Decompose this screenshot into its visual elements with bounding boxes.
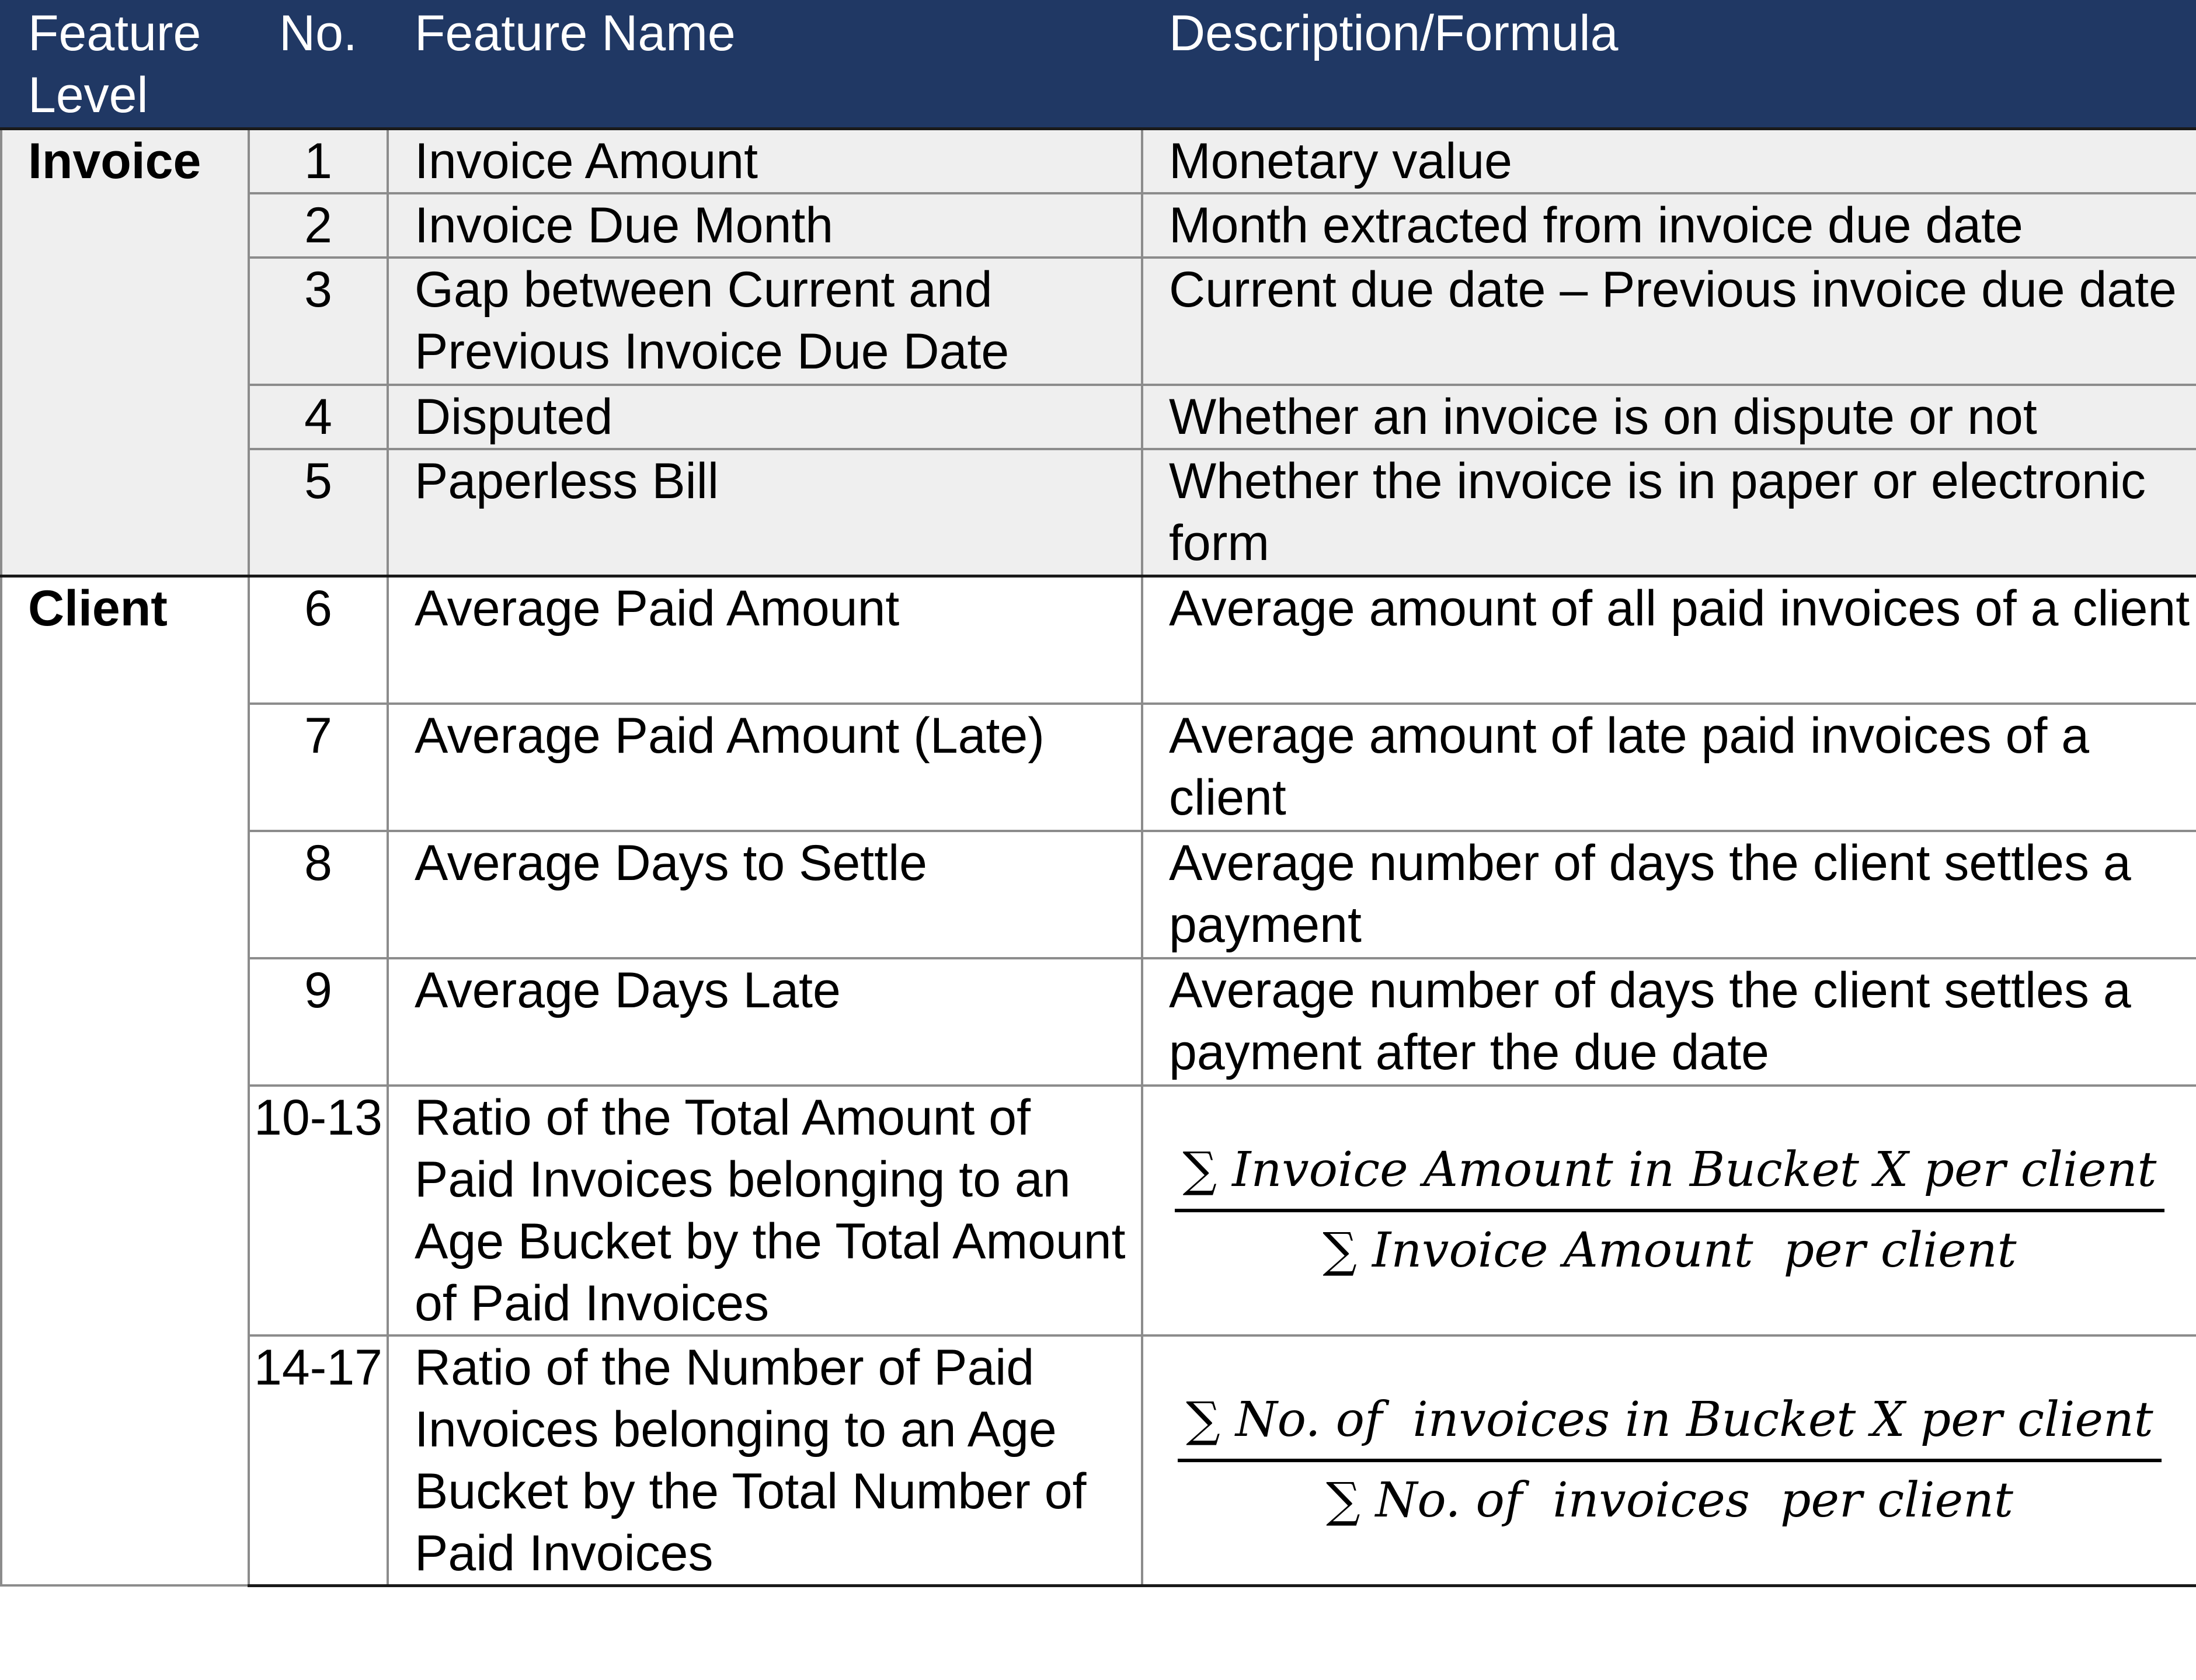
feature-description: Average amount of late paid invoices of a client — [1142, 704, 2196, 831]
table-row — [1, 958, 2196, 1086]
formula-cell — [1142, 1086, 2196, 1335]
feature-name: Average Paid Amount — [388, 576, 1142, 704]
formula-numerator: ∑ Invoice Amount in Bucket X per client — [1182, 1142, 2157, 1198]
header-description: Description/Formula — [1142, 1, 2196, 128]
row-number: 14-17 — [249, 1335, 388, 1586]
feature-name: Average Days to Settle — [388, 831, 1142, 958]
table-row — [1, 831, 2196, 958]
table-row — [1, 385, 2196, 449]
feature-description: Current due date – Previous invoice due date — [1142, 258, 2196, 385]
row-number: 4 — [249, 385, 388, 449]
fraction — [1175, 1138, 2165, 1284]
header-feature-level: Feature Level — [1, 1, 249, 128]
row-number: 3 — [249, 258, 388, 385]
header-no: No. — [249, 1, 388, 128]
table-row — [1, 576, 2196, 704]
feature-description: Monetary value — [1142, 128, 2196, 193]
formula-denominator: ∑ Invoice Amount per client — [1323, 1222, 2017, 1278]
row-number: 7 — [249, 704, 388, 831]
table-row — [1, 258, 2196, 385]
header-feature-name: Feature Name — [388, 1, 1142, 128]
feature-name: Gap between Current and Previous Invoice Due Date — [388, 258, 1142, 385]
table-row — [1, 449, 2196, 576]
feature-name: Invoice Due Month — [388, 193, 1142, 258]
row-number: 10-13 — [249, 1086, 388, 1335]
level-cell-client: Client — [1, 576, 249, 1586]
feature-description: Average amount of all paid invoices of a client — [1142, 576, 2196, 704]
feature-description: Average number of days the client settles a payment after the due date — [1142, 958, 2196, 1086]
feature-name: Ratio of the Total Amount of Paid Invoices belonging to an Age Bucket by the Total Amount of Paid Invoices — [388, 1086, 1142, 1335]
row-number: 8 — [249, 831, 388, 958]
fraction-bar — [1178, 1459, 2162, 1462]
row-number: 2 — [249, 193, 388, 258]
feature-description: Whether the invoice is in paper or electronic form — [1142, 449, 2196, 576]
table-row — [1, 128, 2196, 193]
feature-name: Invoice Amount — [388, 128, 1142, 193]
level-cell-invoice: Invoice — [1, 128, 249, 576]
fraction-bar — [1175, 1209, 2165, 1212]
formula-numerator: ∑ No. of invoices in Bucket X per client — [1186, 1392, 2153, 1448]
row-number: 9 — [249, 958, 388, 1086]
feature-name: Paperless Bill — [388, 449, 1142, 576]
feature-name: Average Paid Amount (Late) — [388, 704, 1142, 831]
table-row — [1, 704, 2196, 831]
table-row — [1, 193, 2196, 258]
table-row — [1, 1086, 2196, 1335]
fraction — [1178, 1387, 2162, 1533]
feature-name: Average Days Late — [388, 958, 1142, 1086]
formula-denominator: ∑ No. of invoices per client — [1326, 1472, 2013, 1528]
feature-description: Month extracted from invoice due date — [1142, 193, 2196, 258]
feature-description: Whether an invoice is on dispute or not — [1142, 385, 2196, 449]
row-number: 5 — [249, 449, 388, 576]
row-number: 6 — [249, 576, 388, 704]
row-number: 1 — [249, 128, 388, 193]
header-row — [1, 1, 2196, 128]
formula-cell — [1142, 1335, 2196, 1586]
table-row — [1, 1335, 2196, 1586]
feature-name: Disputed — [388, 385, 1142, 449]
feature-description: Average number of days the client settles a payment — [1142, 831, 2196, 958]
feature-name: Ratio of the Number of Paid Invoices belonging to an Age Bucket by the Total Number of Paid Invoices — [388, 1335, 1142, 1586]
